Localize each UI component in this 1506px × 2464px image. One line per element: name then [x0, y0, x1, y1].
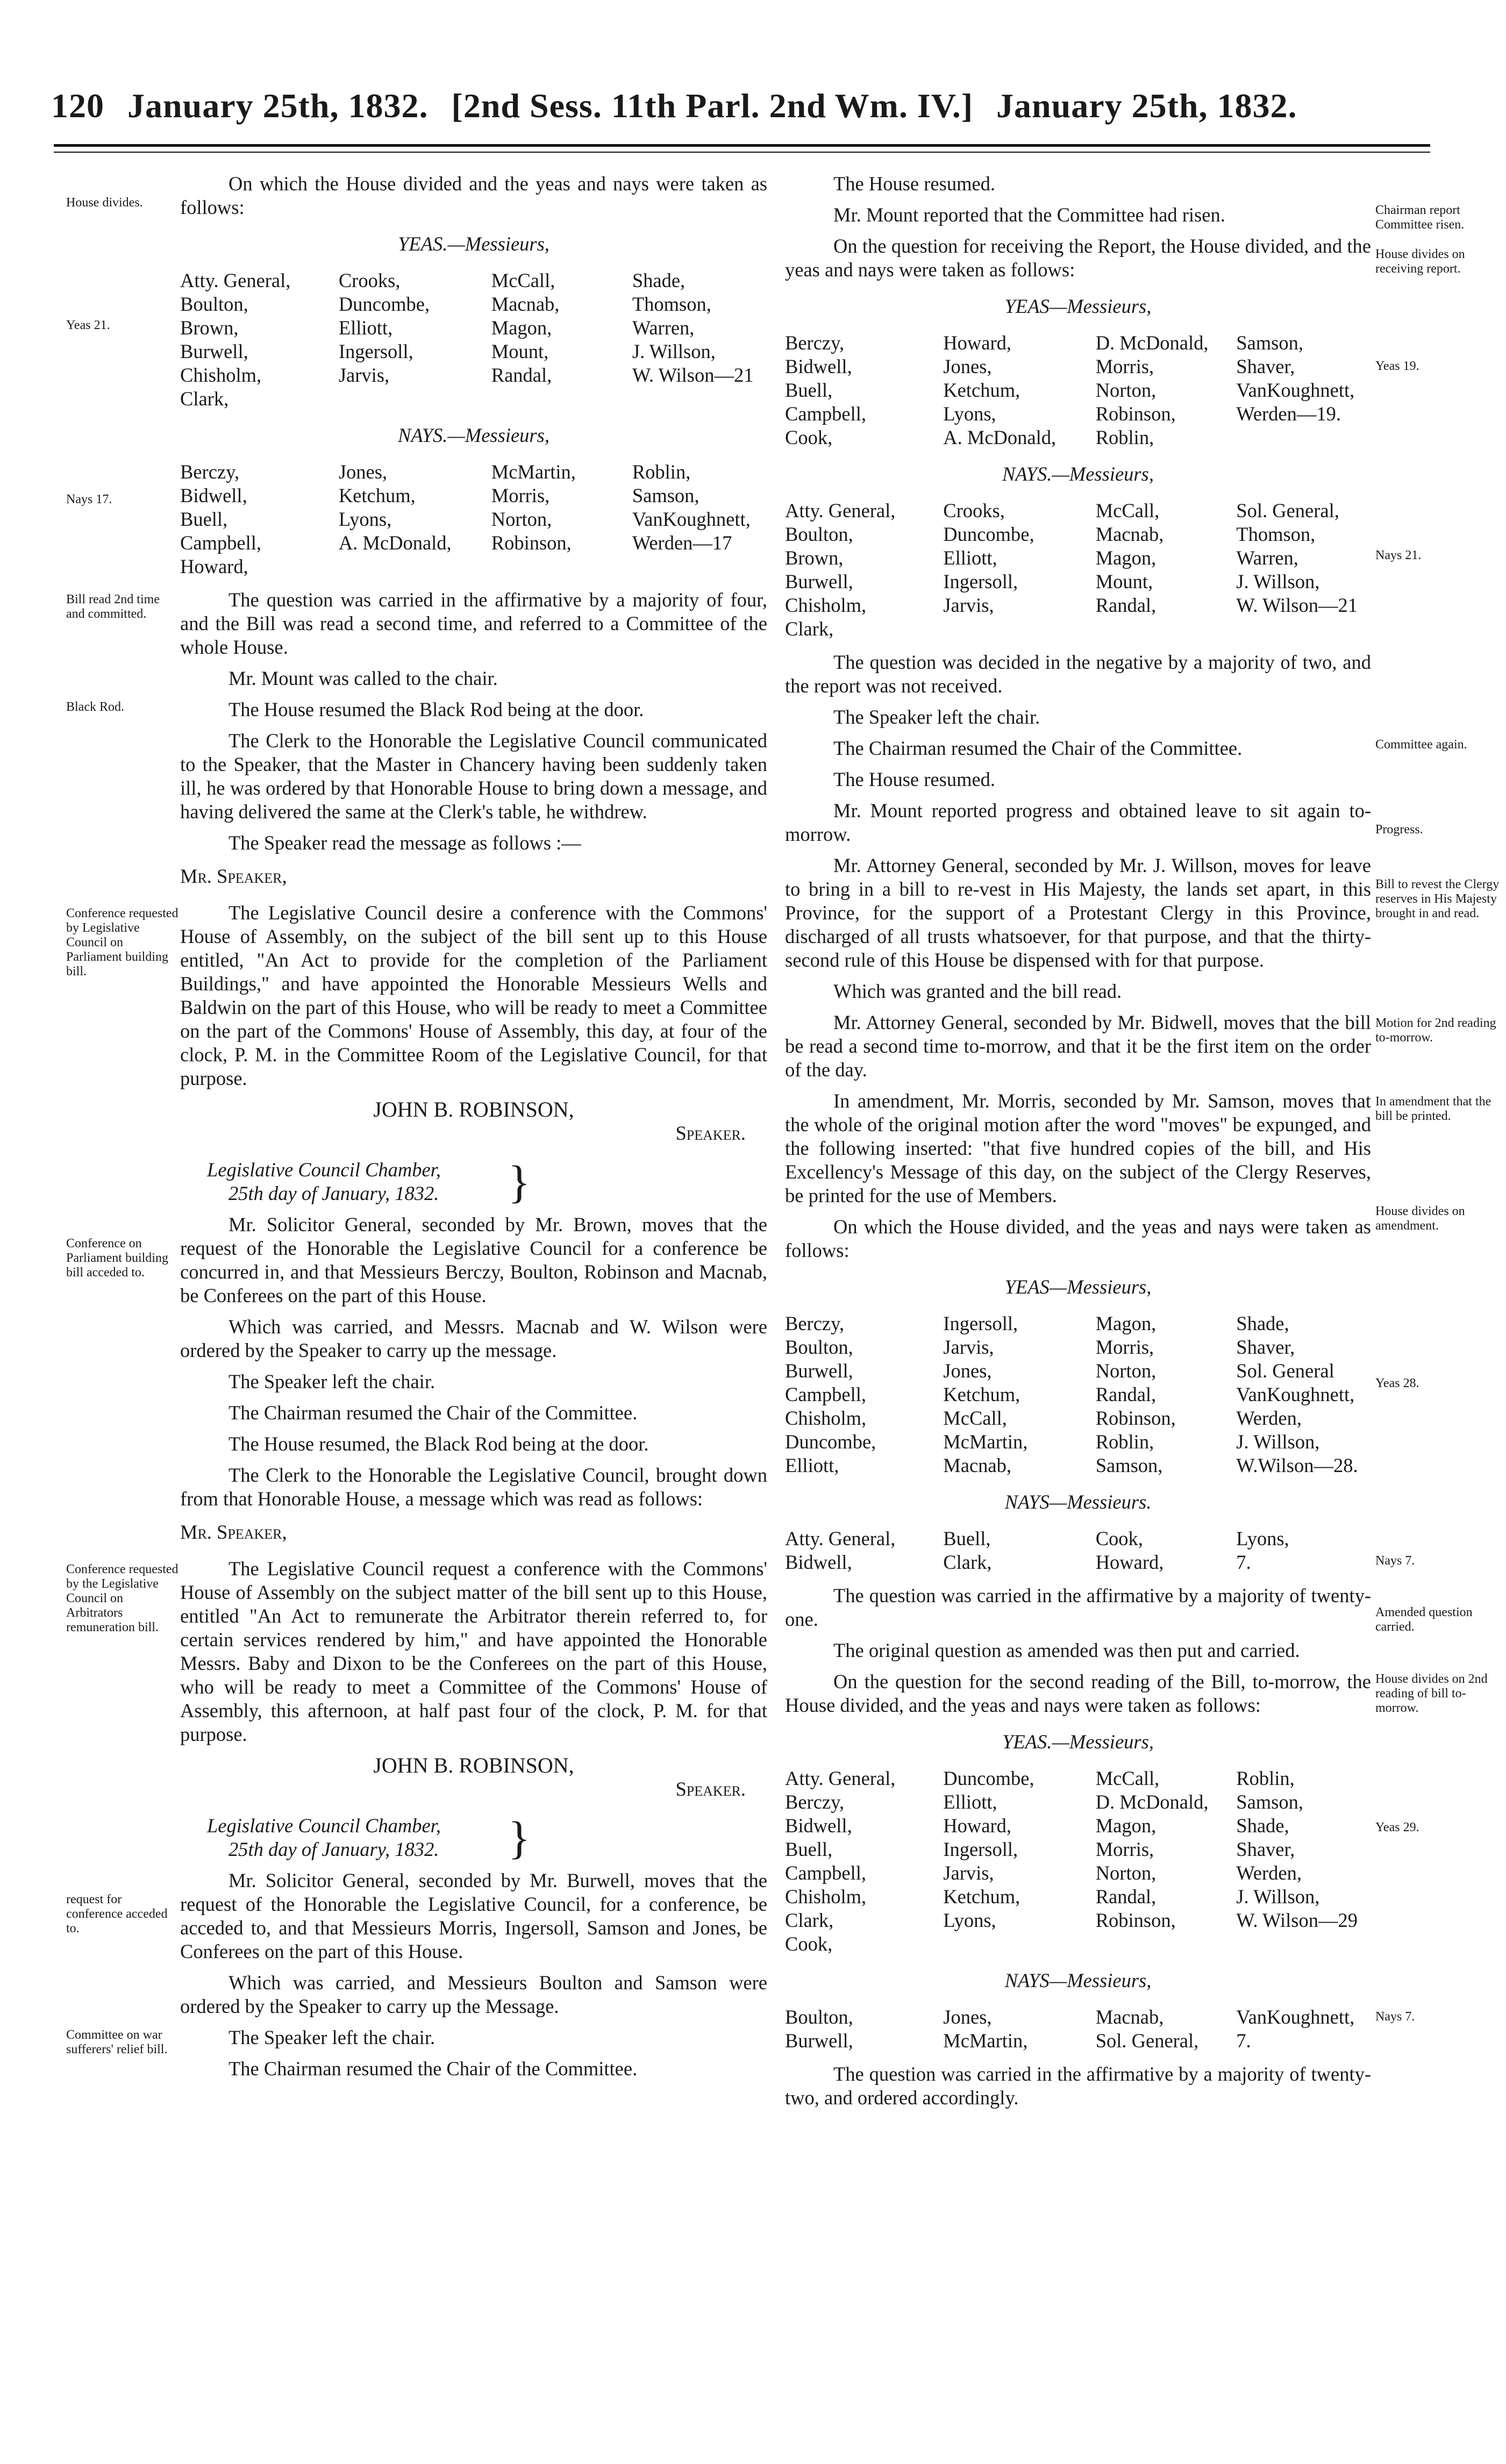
member-name: Jones,: [943, 1360, 992, 1382]
member-name: Shade,: [1236, 1815, 1289, 1837]
member-name: Campbell,: [785, 1383, 867, 1405]
member-name: [491, 555, 632, 578]
paragraph: The House resumed, the Black Rod being at the door.: [229, 1433, 649, 1455]
member-name: Clark,: [180, 388, 229, 410]
member-name: [943, 1932, 1095, 1956]
member-name: Werden,: [1236, 1862, 1302, 1884]
member-name: [1096, 617, 1237, 641]
member-name: Howard,: [180, 555, 248, 577]
member-name: Werden,: [1236, 1407, 1302, 1429]
member-name: J. Willson,: [632, 340, 716, 362]
nays-heading: NAYS.—Messieurs,: [398, 424, 549, 446]
member-name: [339, 387, 491, 411]
header-rule: [54, 144, 1430, 147]
member-name: W. Wilson—29: [1236, 1909, 1358, 1931]
member-name: Ingersoll,: [943, 570, 1018, 592]
member-name: McMartin,: [491, 461, 576, 483]
member-name: Thomson,: [1236, 523, 1316, 545]
member-name: Robinson,: [1095, 1407, 1176, 1429]
member-name: Burwell,: [785, 2030, 853, 2052]
member-name: Sol. General,: [1236, 499, 1339, 522]
member-name: VanKoughnett,: [632, 508, 751, 530]
margin-note: Conference requested by Legislative Council on Parliament building bill.: [66, 906, 179, 979]
member-name: Ketchum,: [943, 1886, 1020, 1908]
member-name: Randal,: [1095, 1383, 1157, 1405]
member-name: Ketchum,: [943, 1383, 1020, 1405]
member-name: Duncombe,: [943, 523, 1034, 545]
margin-note: request for conference acceded to.: [66, 1892, 168, 1936]
member-name: VanKoughnett,: [1236, 1383, 1355, 1405]
paragraph: The original question as amended was then put and carried.: [833, 1639, 1300, 1661]
margin-note: Conference on Parliament building bill acceded to.: [66, 1237, 168, 1280]
paragraph: House divides on receiving report. On the question for receiving the Report, the House divided, and the yeas and nays were taken as follows:: [785, 234, 1371, 282]
member-name: Jarvis,: [943, 1336, 994, 1358]
member-name: A. McDonald,: [338, 532, 452, 554]
member-name: Mount,: [491, 340, 549, 362]
margin-note: Nays 7.: [1375, 1554, 1415, 1568]
margin-note: Bill to revest the Clergy reserves in His Majesty brought in and read.: [1375, 877, 1500, 920]
member-name: Lyons,: [943, 1909, 996, 1931]
member-name: Sol. General,: [1095, 2030, 1199, 2052]
member-name: 7.: [1236, 1551, 1251, 1573]
paragraph: Chairman report Committee risen. Mr. Mount reported that the Committee had risen.: [785, 203, 1371, 227]
member-name: McCall,: [943, 1407, 1007, 1429]
paragraph: Motion for 2nd reading to-morrow. Mr. Attorney General, seconded by Mr. Bidwell, moves that the bill be read a second time to-morrow, and that it be the first item on the order of the day.: [785, 1011, 1371, 1082]
member-name: Elliott,: [785, 1454, 839, 1476]
right-column: [785, 172, 1500, 2117]
member-name: Clark,: [785, 618, 834, 640]
member-name: Samson,: [1236, 1791, 1304, 1813]
member-name: Boulton,: [785, 1336, 853, 1358]
member-name: Atty. General,: [180, 269, 291, 291]
header-date-left: January 25th, 1832.: [127, 87, 429, 125]
member-name: Chisholm,: [785, 1407, 867, 1429]
paragraph: Progress. Mr. Mount reported progress and obtained leave to sit again to-morrow.: [785, 799, 1371, 846]
member-name: Lyons,: [338, 508, 392, 530]
member-name: Ingersoll,: [943, 1312, 1018, 1334]
paragraph: The House resumed.: [833, 768, 996, 790]
margin-note: House divides on receiving report.: [1375, 247, 1465, 276]
member-name: J. Willson,: [1236, 570, 1320, 592]
place-date: Legislative Council Chamber, 25th day of January, 1832. }: [207, 1156, 531, 1208]
member-name: Norton,: [491, 508, 552, 530]
page-number: 120: [51, 87, 104, 125]
salutation: Mr. Speaker,: [180, 1521, 287, 1543]
member-name: Burwell,: [785, 570, 853, 592]
member-name: Boulton,: [785, 523, 853, 545]
member-name: Brown,: [785, 547, 844, 569]
paragraph: Mr. Mount was called to the chair.: [229, 667, 498, 689]
member-name: Cook,: [785, 426, 833, 448]
member-name: Sol. General: [1236, 1360, 1334, 1382]
member-name: Randal,: [1095, 1886, 1157, 1908]
member-name: Magon,: [1095, 547, 1157, 569]
paragraph: The House resumed.: [833, 173, 996, 195]
vote-table: [785, 499, 1422, 641]
member-name: Atty. General,: [785, 1767, 896, 1789]
paragraph: The question was decided in the negative by a majority of two, and the report was not received.: [785, 651, 1371, 697]
member-name: Buell,: [785, 379, 833, 401]
member-name: Elliott,: [338, 317, 393, 339]
yeas-heading: YEAS—Messieurs,: [1004, 295, 1152, 317]
margin-note: Yeas 29.: [1375, 1820, 1419, 1834]
member-name: Roblin,: [1095, 1431, 1154, 1453]
member-name: Robinson,: [1095, 403, 1176, 425]
margin-note: Amended question carried.: [1375, 1605, 1473, 1634]
member-name: Boulton,: [785, 2006, 853, 2028]
member-name: Morris,: [1095, 1336, 1154, 1358]
margin-note: Motion for 2nd reading to-morrow.: [1375, 1016, 1496, 1045]
member-name: Roblin,: [1236, 1767, 1295, 1789]
member-name: Thomson,: [632, 293, 711, 315]
member-name: [491, 387, 632, 411]
nays-heading: NAYS.—Messieurs,: [1002, 463, 1154, 485]
member-name: Campbell,: [785, 403, 867, 425]
member-name: Cook,: [1095, 1527, 1143, 1549]
member-name: Howard,: [1095, 1551, 1164, 1573]
paragraph: request for conference acceded to. Mr. Solicitor General, seconded by Mr. Burwell, moves that the request of the Honorable the Legislative Council, for a conference, be acceded to, and that Messieurs Morris, Ingersoll, Samson and Jones, be Conferees on the part of this House.: [66, 1869, 767, 1962]
brace-glyph: }: [508, 1812, 531, 1863]
member-name: Elliott,: [943, 1791, 997, 1813]
member-name: Atty. General,: [785, 499, 896, 522]
member-name: Randal,: [491, 364, 552, 386]
member-name: Crooks,: [943, 499, 1005, 522]
member-name: Magon,: [1095, 1815, 1157, 1837]
signature: JOHN B. ROBINSON,: [373, 1753, 574, 1777]
member-name: McCall,: [1095, 1767, 1160, 1789]
member-name: Robinson,: [491, 532, 572, 554]
margin-note: Conference requested by the Legislative Council on Arbitrators remuneration bill.: [66, 1562, 179, 1634]
member-name: Howard,: [943, 332, 1011, 354]
member-name: Duncombe,: [943, 1767, 1034, 1789]
signature-title: Speaker.: [675, 1778, 746, 1800]
margin-note: Chairman report Committee risen.: [1375, 203, 1465, 232]
margin-note: Committee on war sufferers' relief bill.: [66, 2028, 168, 2056]
margin-note: Progress.: [1375, 823, 1423, 837]
paragraph: Bill read 2nd time and committed. The question was carried in the affirmative by a majority of four, and the Bill was read a second time, and referred to a Committee of the whole House.: [66, 589, 767, 658]
member-name: [1236, 617, 1371, 641]
member-name: Crooks,: [338, 269, 401, 291]
paragraph: Conference on Parliament building bill acceded to. Mr. Solicitor General, seconded by Mr. Brown, moves that the request of the Honorable the Legislative Council for a conference be concurred in, and that Messieurs Berczy, Boulton, Robinson and Macnab, be Conferees on the part of this House.: [66, 1213, 767, 1306]
member-name: Shaver,: [1236, 1838, 1295, 1860]
member-name: McCall,: [491, 269, 555, 291]
member-name: Jarvis,: [338, 364, 390, 386]
member-name: Campbell,: [180, 532, 262, 554]
margin-note: In amendment that the bill be printed.: [1375, 1095, 1491, 1123]
member-name: Morris,: [491, 484, 550, 506]
member-name: Brown,: [180, 317, 239, 339]
margin-note: House divides on 2nd reading of bill to-morrow.: [1375, 1672, 1488, 1715]
margin-note: Bill read 2nd time and committed.: [66, 592, 160, 621]
member-name: Jones,: [338, 461, 388, 483]
page-header: [51, 86, 1428, 126]
member-name: Bidwell,: [785, 1551, 852, 1573]
member-name: Macnab,: [1095, 2006, 1164, 2028]
member-name: Shaver,: [1236, 1336, 1295, 1358]
paragraph: The Speaker left the chair.: [833, 706, 1040, 728]
member-name: Jarvis,: [943, 594, 994, 616]
vote-table: [785, 1527, 1415, 1574]
paragraph: Committee again. The Chairman resumed the Chair of the Committee.: [785, 737, 1371, 760]
member-name: W.Wilson—28.: [1236, 1454, 1358, 1476]
vote-table: [66, 269, 767, 411]
member-name: Jarvis,: [943, 1862, 994, 1884]
vote-table: [785, 331, 1419, 449]
member-name: Mount,: [1095, 570, 1153, 592]
member-name: Samson,: [632, 484, 700, 506]
member-name: A. McDonald,: [943, 426, 1057, 448]
signature-title: Speaker.: [675, 1122, 746, 1144]
member-name: Warren,: [1236, 547, 1298, 569]
member-name: Samson,: [1236, 332, 1304, 354]
member-name: [1236, 1932, 1371, 1956]
header-date-right: January 25th, 1832.: [996, 87, 1297, 125]
member-name: Norton,: [1095, 1862, 1157, 1884]
paragraph: The Clerk to the Honorable the Legislative Council, brought down from that Honorable House, a message which was read as follows:: [180, 1464, 767, 1510]
paragraph: House divides on amendment. On which the House divided, and the yeas and nays were taken as follows:: [785, 1215, 1371, 1262]
paragraph: House divides. On which the House divided and the yeas and nays were taken as follows:: [66, 173, 767, 218]
member-name: [339, 555, 491, 578]
member-name: Chisholm,: [785, 594, 867, 616]
member-name: Duncombe,: [785, 1431, 876, 1453]
member-name: Berczy,: [180, 461, 240, 483]
member-name: [632, 387, 767, 411]
member-name: D. McDonald,: [1095, 332, 1209, 354]
member-name: Cook,: [785, 1933, 833, 1955]
member-name: Burwell,: [785, 1360, 853, 1382]
member-name: Macnab,: [943, 1454, 1011, 1476]
paragraph: Which was carried, and Messrs. Macnab and W. Wilson were ordered by the Speaker to carry up the message.: [180, 1316, 767, 1361]
member-name: Werden—17: [632, 532, 732, 554]
member-name: [632, 555, 767, 578]
member-name: Bidwell,: [785, 355, 852, 377]
salutation: Mr. Speaker,: [180, 865, 287, 887]
member-name: J. Willson,: [1236, 1886, 1320, 1908]
member-name: J. Willson,: [1236, 1431, 1320, 1453]
nays-heading: NAYS—Messieurs.: [1004, 1491, 1152, 1513]
header-session: [2nd Sess. 11th Parl. 2nd Wm. IV.]: [451, 87, 973, 125]
member-name: [1096, 1932, 1237, 1956]
member-name: Duncombe,: [338, 293, 430, 315]
paragraph: Which was carried, and Messieurs Boulton and Samson were ordered by the Speaker to carry up the Message.: [180, 1972, 767, 2017]
member-name: Jones,: [943, 355, 992, 377]
member-name: Norton,: [1095, 379, 1157, 401]
vote-table: [785, 2005, 1415, 2053]
member-name: Ketchum,: [338, 484, 416, 506]
member-name: [1236, 426, 1371, 449]
member-name: McMartin,: [943, 1431, 1028, 1453]
margin-note: House divides.: [66, 196, 143, 210]
paragraph: Black Rod. The House resumed the Black Rod being at the door.: [66, 698, 644, 720]
member-name: Magon,: [1095, 1312, 1157, 1334]
member-name: Shaver,: [1236, 355, 1295, 377]
member-name: Campbell,: [785, 1862, 867, 1884]
member-name: Bidwell,: [785, 1815, 852, 1837]
member-name: Roblin,: [1095, 426, 1154, 448]
member-name: Berczy,: [785, 1791, 845, 1813]
member-name: Ingersoll,: [338, 340, 413, 362]
paragraph: House divides on 2nd reading of bill to-morrow. On the question for the second reading of the Bill, to-morrow, the House divided, and the yeas and nays were taken as follows:: [785, 1670, 1371, 1717]
member-name: Clark,: [943, 1551, 992, 1573]
paragraph: Committee on war sufferers' relief bill. The Speaker left the chair.: [66, 2026, 436, 2056]
member-name: Ingersoll,: [943, 1838, 1018, 1860]
member-name: Lyons,: [1236, 1527, 1289, 1549]
vote-table: [785, 1767, 1419, 1956]
member-name: Morris,: [1095, 1838, 1154, 1860]
paragraph: The Clerk to the Honorable the Legislative Council communicated to the Speaker, that the Master in Chancery having been suddenly taken ill, he was ordered by that Honorable House to bring down a message, and having delivered the same at the Clerk's table, he withdrew.: [180, 730, 767, 823]
margin-note: Nays 21.: [1375, 548, 1422, 562]
member-name: Macnab,: [491, 293, 560, 315]
margin-note: Committee again.: [1375, 738, 1467, 752]
paragraph: The Chairman resumed the Chair of the Committee.: [229, 1402, 638, 1424]
member-name: Werden—19.: [1236, 403, 1341, 425]
paragraph: Conference requested by Legislative Council on Parliament building bill. The Legislative Council desire a conference with the Commons' House of Assembly, on the subject of the bill sent up to this House entitled, "An Act to provide for the completion of the Parliament Buildings," and have appointed the Honorable Messieurs Wells and Baldwin on the part of this House, who will be ready to meet a Committee on the part of the Commons' House of Assembly, this day, at four of the clock, P. M. in the Committee Room of the Legislative Council, for that purpose.: [66, 902, 767, 1089]
paragraph: The Speaker left the chair.: [229, 1370, 436, 1392]
vote-table: [785, 1312, 1419, 1477]
member-name: Roblin,: [632, 461, 691, 483]
member-name: Chisholm,: [785, 1886, 867, 1908]
member-name: Shade,: [632, 269, 686, 291]
place-date: Legislative Council Chamber, 25th day of January, 1832. }: [207, 1812, 531, 1863]
margin-note: Yeas 28.: [1375, 1376, 1419, 1390]
paragraph: Amended question carried. The question was carried in the affirmative by a majority of twenty-one.: [785, 1584, 1371, 1631]
member-name: Buell,: [943, 1527, 991, 1549]
member-name: VanKoughnett,: [1236, 379, 1355, 401]
margin-note: Yeas 19.: [1375, 359, 1419, 373]
yeas-heading: YEAS.—Messieurs,: [1002, 1731, 1154, 1753]
member-name: Shade,: [1236, 1312, 1289, 1334]
vote-table: [66, 460, 767, 578]
member-name: Lyons,: [943, 403, 996, 425]
member-name: Clark,: [785, 1909, 834, 1931]
member-name: Burwell,: [180, 340, 248, 362]
margin-note: Nays 17.: [66, 492, 112, 506]
member-name: W. Wilson—21: [1236, 594, 1358, 616]
member-name: Magon,: [491, 317, 552, 339]
paragraph: Which was granted and the bill read.: [833, 980, 1122, 1002]
member-name: Atty. General,: [785, 1527, 896, 1549]
paragraph: Bill to revest the Clergy reserves in His Majesty brought in and read. Mr. Attorney General, seconded by Mr. J. Willson, moves for leave to bring in a bill to re-vest in His Majesty, the lands set apart, in this Province, for the support of a Protestant Clergy in this Province, discharged of all trusts whatsoever, for that purpose, and that the thirty-second rule of this House be dispensed with for that purpose.: [785, 854, 1371, 972]
header-rule-thin: [54, 152, 1430, 153]
brace-glyph: }: [508, 1156, 531, 1208]
member-name: Elliott,: [943, 547, 997, 569]
member-name: Randal,: [1095, 594, 1157, 616]
member-name: 7.: [1236, 2030, 1251, 2052]
member-name: Buell,: [785, 1838, 833, 1860]
margin-note: Yeas 21.: [66, 318, 110, 332]
yeas-heading: YEAS.—Messieurs,: [398, 233, 549, 255]
member-name: Samson,: [1095, 1454, 1163, 1476]
member-name: Bidwell,: [180, 484, 247, 506]
paragraph: The Speaker read the message as follows :—: [229, 832, 581, 854]
member-name: [943, 617, 1095, 641]
member-name: Berczy,: [785, 1312, 845, 1334]
paragraph: The Chairman resumed the Chair of the Committee.: [229, 2058, 638, 2080]
member-name: D. McDonald,: [1095, 1791, 1209, 1813]
member-name: VanKoughnett,: [1236, 2006, 1355, 2028]
left-column: [66, 172, 767, 2088]
member-name: Ketchum,: [943, 379, 1020, 401]
member-name: Warren,: [632, 317, 695, 339]
yeas-heading: YEAS—Messieurs,: [1004, 1276, 1152, 1298]
margin-note: Nays 7.: [1375, 2010, 1415, 2024]
member-name: Norton,: [1095, 1360, 1157, 1382]
nays-heading: NAYS—Messieurs,: [1004, 1969, 1152, 1991]
member-name: Berczy,: [785, 332, 845, 354]
member-name: W. Wilson—21: [632, 364, 754, 386]
member-name: Jones,: [943, 2006, 992, 2028]
member-name: McCall,: [1095, 499, 1160, 522]
member-name: Robinson,: [1095, 1909, 1176, 1931]
paragraph: In amendment that the bill be printed. In amendment, Mr. Morris, seconded by Mr. Samson, moves that the whole of the original motion after the word "moves" be expunged, and the following inserted: "that five hundred copies of the bill, and His Excellency's Message of this day, on the subject of the Clergy Reserves, be printed for the use of Members.: [785, 1089, 1371, 1208]
paragraph: Conference requested by the Legislative Council on Arbitrators remuneration bill. The Legislative Council request a conference with the Commons' House of Assembly on the subject matter of the bill sent up to this House, entitled "An Act to remunerate the Arbitrator therein referred to, for certain services rendered by him," and have appointed the Honorable Messrs. Baby and Dixon to be the Conferees on the part of this House, who will be ready to meet a Committee of the Commons' House of Assembly, this afternoon, at half past four of the clock, P. M. for that purpose.: [66, 1558, 767, 1745]
member-name: Chisholm,: [180, 364, 262, 386]
member-name: Howard,: [943, 1815, 1011, 1837]
paragraph: The question was carried in the affirmative by a majority of twenty-two, and ordered accordingly.: [785, 2063, 1371, 2109]
member-name: McMartin,: [943, 2030, 1028, 2052]
member-name: Morris,: [1095, 355, 1154, 377]
margin-note: Black Rod.: [66, 700, 124, 714]
member-name: Macnab,: [1095, 523, 1164, 545]
signature: JOHN B. ROBINSON,: [373, 1097, 574, 1122]
margin-note: House divides on amendment.: [1375, 1204, 1465, 1233]
member-name: Buell,: [180, 508, 228, 530]
member-name: Boulton,: [180, 293, 248, 315]
